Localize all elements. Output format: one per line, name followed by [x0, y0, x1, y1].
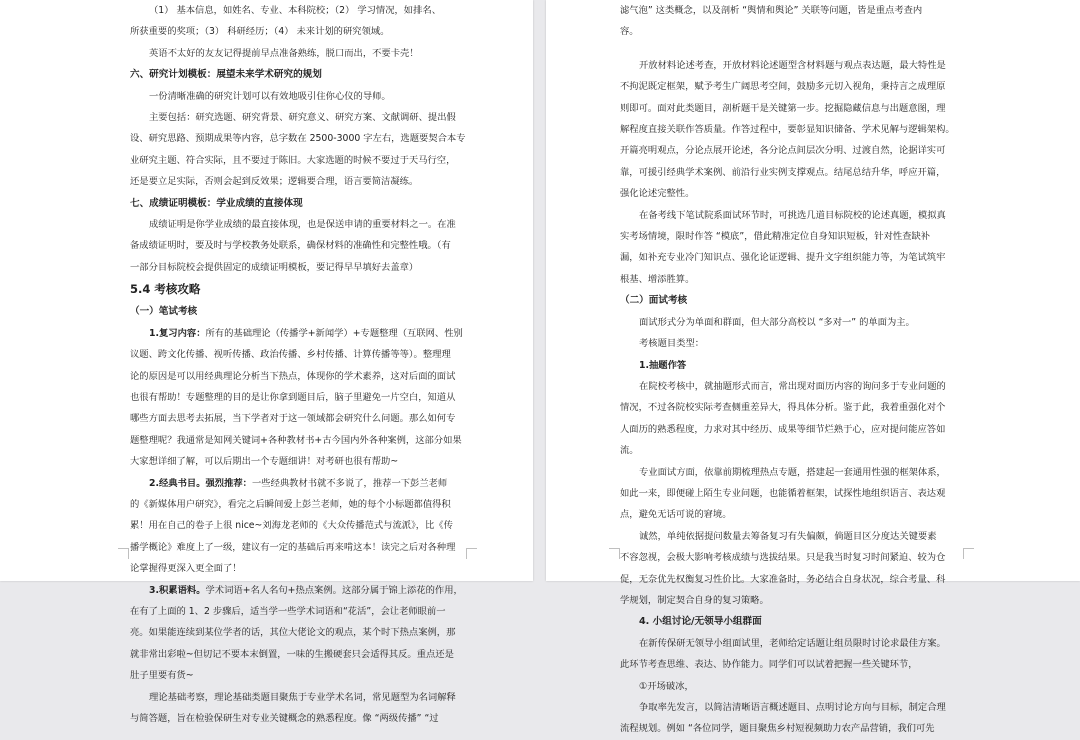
- text-line: [130, 323, 466, 344]
- text-line: 播学概论》难度上了一级，建议有一定的基础后再来啃这本！读完之后对各种理: [130, 541, 456, 553]
- bold-lead: 2.经典书目。强烈推荐：: [149, 477, 252, 489]
- paragraph-gap: [620, 43, 963, 55]
- text-line: 面试形式分为单面和群面，但大部分高校以 “多对一” 的单面为主。: [639, 316, 915, 328]
- text-line: 开放材料论述考查，开放材料论述题型含材料题与观点表达题，最大特性是: [639, 59, 946, 71]
- text-line: 论的原因是可以用经典理论分析当下热点，体现你的学术素养，这对后面的面试: [130, 370, 456, 382]
- section-heading: （二）面试考核: [620, 295, 688, 307]
- text-line: 与简答题，旨在检验保研生对专业关键概念的熟悉程度。像 “两级传播” “过: [130, 713, 439, 724]
- text-line: 也很有帮助！专题整理的目的是让你拿到题目后，脑子里避免一片空白，知道从: [130, 391, 456, 403]
- text-line: 考核题目类型：: [639, 338, 705, 350]
- crop-mark-bottom-left: [118, 548, 129, 559]
- text-line: 理论基础考察，理论基础类题目聚焦于专业学术名词，常见题型为名词解释: [149, 691, 456, 703]
- text-line: 学规划，制定契合自身的复习策略。: [620, 594, 769, 606]
- text-line: [130, 473, 466, 494]
- text-line: 强化论述完整性。: [620, 188, 695, 200]
- text-line: 的《新媒体用户研究》，看完之后瞬间爱上彭兰老师，她的每个小标题都值得积: [130, 498, 451, 510]
- text-line: 成绩证明是你学业成绩的最直接体现，也是保送申请的重要材料之一。在准: [149, 219, 456, 231]
- text-line: 开篇亮明观点，分论点展开论述，各分论点间层次分明、过渡自然，论据详实可: [620, 145, 946, 157]
- text-line: 亮。如果能连续到某位学者的话，其位大佬论文的观点，某个时下热点案例，那: [130, 627, 456, 639]
- text-line: 不拘泥既定框架，赋予考生广阔思考空间，鼓励多元切入视角，秉持言之成理原: [620, 81, 946, 93]
- text-line: [130, 580, 466, 601]
- text-line: 人面历的熟悉程度，力求对其中经历、成果等细节烂熟于心，应对提问能应答如: [620, 423, 946, 435]
- text-line: 实考场情境，限时作答 “模底”，借此精准定位自身知识短板，针对性查缺补: [620, 231, 931, 243]
- text-line: 情况，不过各院校实际考查侧重差异大，得具体分析。鉴于此，我着重强化对个: [620, 402, 946, 414]
- text-line: 哪些方面去思考去拓展，当下学者对于这一领域都会研究什么问题。那么如何专: [130, 413, 456, 425]
- bold-lead: 3.积累语料。: [149, 584, 206, 596]
- text-line: 备成绩证明时，要及时与学校教务处联系，确保材料的准确性和完整性哦。（有: [130, 240, 451, 252]
- crop-mark-bottom-left: [609, 548, 620, 559]
- text-line: 主要包括：研究选题、研究背景、研究意义、研究方案、文献调研、提出假: [149, 112, 456, 124]
- section-heading: （一）笔试考核: [130, 306, 198, 318]
- text-line: 大家想详细了解，可以后期出一个专题细讲！对考研也很有帮助~: [130, 456, 399, 468]
- text-line: 专业面试方面，依靠前期梳理热点专题，搭建起一套通用性强的框架体系，: [639, 466, 946, 478]
- text-line: 就非常出彩啦~但切记不要本末倒置，一味的生搬硬套只会适得其反。重点还是: [130, 648, 454, 660]
- text-line: 容。: [620, 26, 639, 38]
- text-line: 在院校考核中，就抽题形式而言，常出现对面历内容的询问多于专业问题的: [639, 380, 946, 392]
- text-line: 流程规划。例如 “各位同学，题目聚焦乡村短视频助力农产品营销，我们可先: [620, 723, 935, 735]
- text-line: 靠，可援引经典学术案例、前沿行业实例支撑观点。结尾总结升华，呼应开篇，: [620, 166, 946, 178]
- text-line: 肚子里要有货~: [130, 670, 194, 682]
- line-rest: 学术词语+名人名句+热点案例。这部分属于锦上添花的作用，: [205, 584, 463, 596]
- text-line: 漏，如补充专业冷门知识点、强化论证逻辑、提升文字组织能力等，为笔试筑牢: [620, 252, 946, 264]
- section-heading: 4. 小组讨论/无领导小组群面: [639, 616, 762, 628]
- text-line: 流。: [620, 445, 639, 457]
- line-rest: 一些经典教材书就不多说了，推荐一下彭兰老师: [251, 477, 448, 489]
- text-line: 业研究主题、符合实际，且不要过于陈旧。大家选题的时候不要过于天马行空，: [130, 154, 456, 166]
- section-heading: 七、成绩证明模板：学业成绩的直接体现: [130, 197, 303, 209]
- document-page-left: [0, 0, 533, 724]
- section-heading: 5.4 考核攻略: [130, 282, 201, 297]
- text-line: ①开场破冰，: [639, 680, 694, 692]
- text-line: 在新传保研无领导小组面试里，老师给定话题让组员限时讨论求最佳方案。: [639, 637, 946, 649]
- crop-mark-bottom-right: [963, 548, 974, 559]
- text-line: 论掌握得更深入更全面了！: [130, 563, 242, 575]
- text-line: 不容忽视，会极大影响考核成绩与选拔结果。只是我当时复习时间紧迫、较为仓: [620, 552, 946, 564]
- text-line: 如此一来，即便碰上陌生专业问题，也能循着框架，试探性地组织语言、表达观: [620, 487, 946, 499]
- text-line: 滤气泡” 这类概念，以及剖析 “舆情和舆论” 关联等问题，皆是重点考查内: [620, 5, 923, 16]
- section-heading: 六、研究计划模板：展望未来学术研究的规划: [130, 69, 322, 81]
- text-line: 诚然，单纯依据提问数量去筹备复习有失偏颇，倘题目区分度达关键要素: [639, 530, 937, 542]
- text-line: 1.抽题作答: [639, 359, 687, 371]
- bold-lead: 1.复习内容：: [149, 327, 206, 339]
- text-line: 一部分目标院校会提供固定的成绩证明模板，要记得早早填好去盖章）: [130, 261, 419, 273]
- line-rest: 所有的基础理论（传播学+新闻学）+专题整理（互联网、性别: [205, 327, 463, 339]
- text-line: 点，避免无话可说的窘境。: [620, 509, 732, 521]
- text-line: 一份清晰准确的研究计划可以有效地吸引住你心仪的导师。: [149, 90, 391, 102]
- text-line: 所获重要的奖项；（3） 科研经历；（4） 未来计划的研究领域。: [130, 26, 390, 38]
- text-line: 累！用在自己的卷子上很 nice~刘海龙老师的《大众传播范式与流派》，比《传: [130, 520, 453, 532]
- text-line: 在有了上面的 1、2 步骤后，适当学一些学术词语和“花活”，会让老师眼前一: [130, 605, 446, 617]
- page-left-text: [130, 0, 466, 729]
- text-line: 促，无奈优先权衡复习性价比。大家准备时，务必结合自身状况，综合考量、科: [620, 573, 946, 585]
- text-line: 题整理呢？我通常是知网关键词+各种教材书+古今国内外各种案例，这部分如果: [130, 434, 462, 446]
- page-right-text: [620, 0, 963, 740]
- text-line: 此环节考查思维、表达、协作能力。同学们可以试着把握一些关键环节，: [620, 659, 918, 671]
- crop-mark-bottom-right: [466, 548, 477, 559]
- text-line: 根基、增添胜算。: [620, 273, 695, 285]
- text-line: 则即可。面对此类题目，剖析题干是关键第一步。挖掘隐藏信息与出题意图，理: [620, 102, 946, 114]
- text-line: 英语不太好的友友记得提前早点准备熟练，脱口而出，不要卡壳！: [149, 47, 419, 59]
- text-line: 还是要立足实际，否则会起到反效果；逻辑要合理，语言要简洁凝练。: [130, 176, 419, 188]
- text-line: 在备考线下笔试院系面试环节时，可挑选几道目标院校的论述真题，模拟真: [639, 209, 946, 221]
- text-line: （1） 基本信息，如姓名、专业、本科院校；（2） 学习情况，如排名、: [149, 5, 441, 16]
- text-line: 议题、跨文化传播、视听传播、政治传播、乡村传播、计算传播等等）。整理理: [130, 349, 451, 361]
- text-line: 设、研究思路、预期成果等内容，总字数在 2500-3000 字左右，选题要契合本专: [130, 133, 466, 145]
- document-page-right: [546, 0, 1080, 735]
- text-line: 争取率先发言，以简洁清晰语言概述题目、点明讨论方向与目标，制定合理: [639, 702, 946, 713]
- text-line: 解程度直接关联作答质量。作答过程中，要彰显知识储备、学术见解与逻辑架构。: [620, 124, 955, 136]
